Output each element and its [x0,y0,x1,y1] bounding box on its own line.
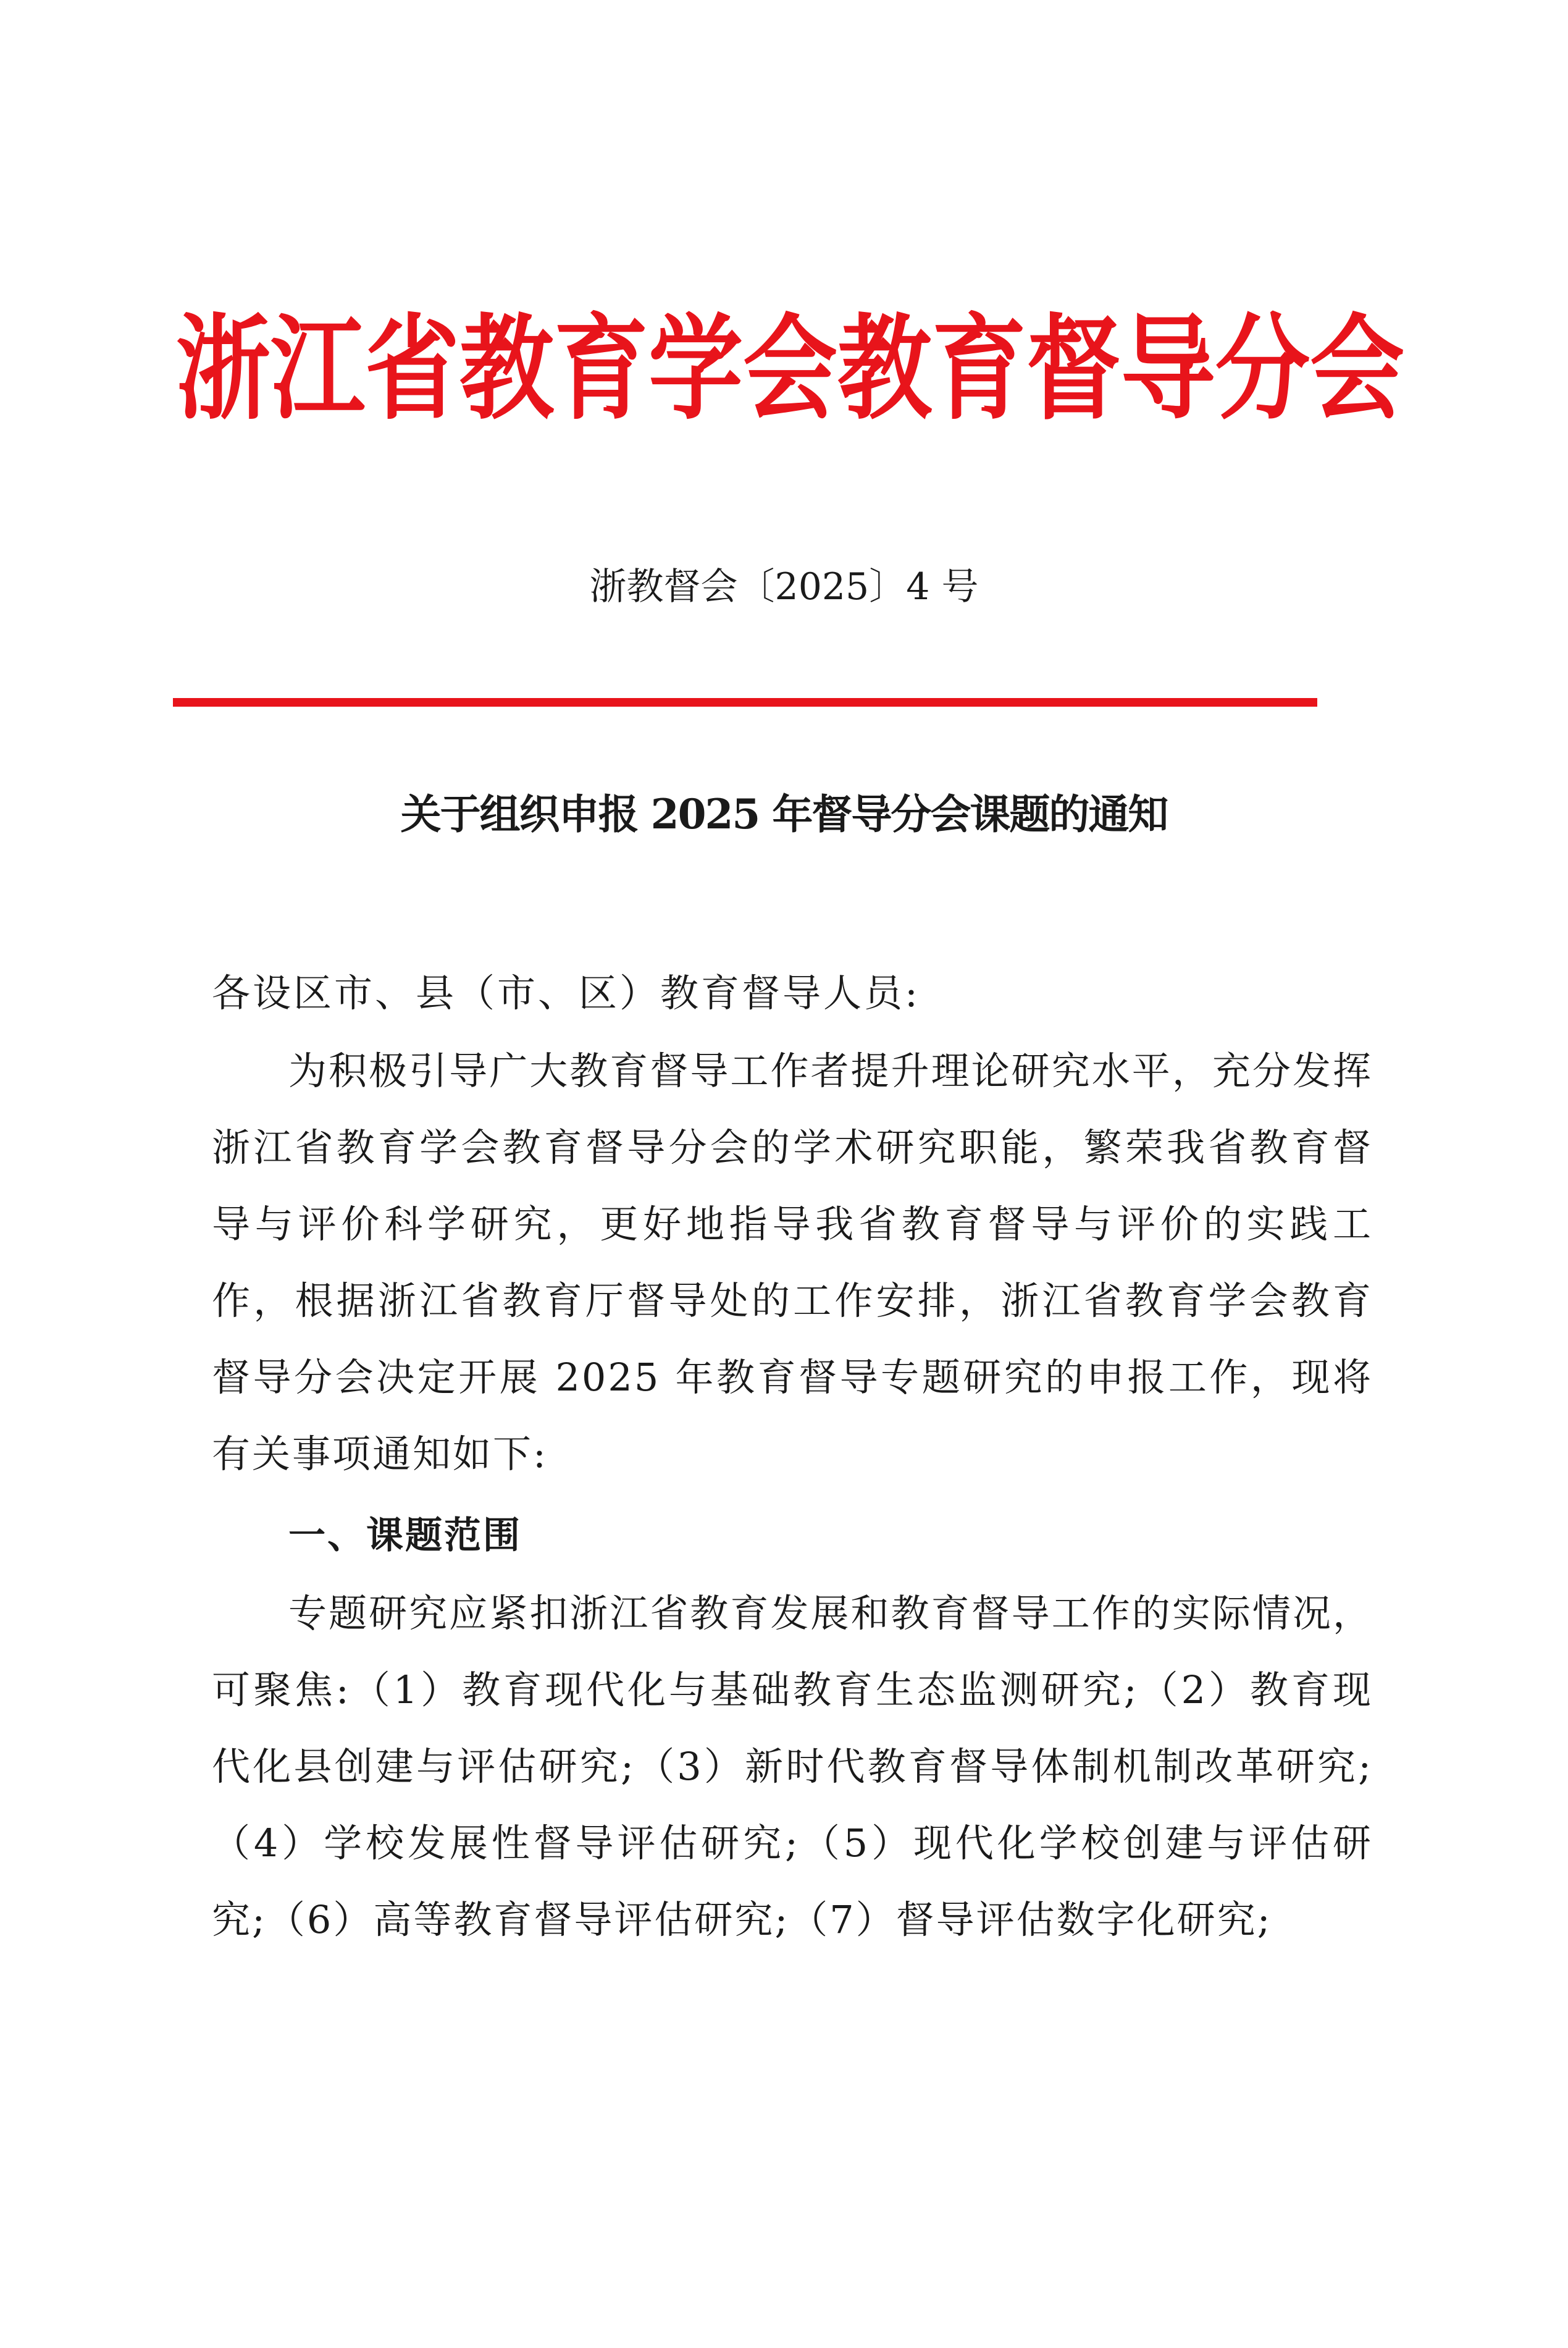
document-title: 关于组织申报 2025 年督导分会课题的通知 [400,790,1168,838]
document-number: 浙教督会〔2025〕4 号 [589,565,979,608]
intro-paragraph: 为积极引导广大教育督导工作者提升理论研究水平，充分发挥浙江省教育学会教育督导分会的学术研究职能，繁荣我省教育督导与评价科学研究，更好地指导我省教育督导与评价的实践工作，根据浙江省教育厅督导处的工作安排，浙江省教育学会教育督导分会决定开展 2025 年教育督导专题研究的申报工作，现将有关事项通知如下: [212,1048,1373,1476]
red-divider-line [173,698,1317,707]
section-paragraph: 专题研究应紧扣浙江省教育发展和教育督导工作的实际情况，可聚焦:（1）教育现代化与基础教育生态监测研究;（2）教育现代化县创建与评估研究;（3）新时代教育督导体制机制改革研究;（4）学校发展性督导评估研究;（5）现代化学校创建与评估研究;（6）高等教育督导评估研究;（7）督导评估数字化研究; [212,1591,1373,1942]
organization-header: 浙江省教育学会教育督导分会 [176,303,1405,436]
salutation: 各设区市、县（市、区）教育督导人员: [212,970,920,1016]
section-heading: 一、课题范围 [288,1514,522,1557]
